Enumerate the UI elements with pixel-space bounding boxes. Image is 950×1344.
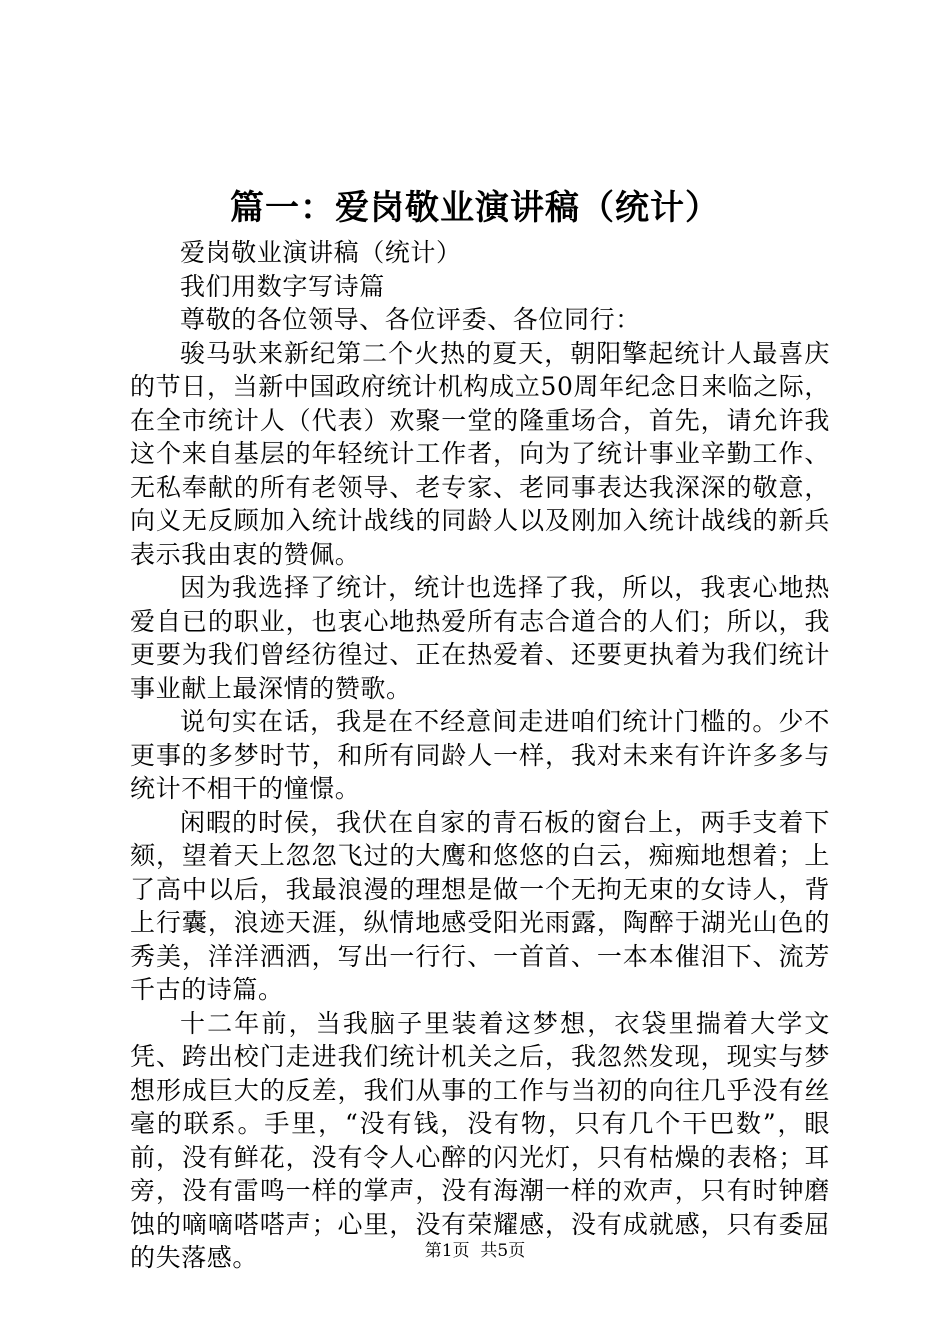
body-paragraph: 闲暇的时侯，我伏在自家的青石板的窗台上，两手支着下颏，望着天上忽忽飞过的大鹰和悠悠的白云，痴痴地想着；上了高中以后，我最浪漫的理想是做一个无拘无束的女诗人，背上行囊，浪迹天涯，纵情地感受阳光雨露，陶醉于湖光山色的秀美，洋洋洒洒，写出一行行、一首首、一本本催泪下、流芳千古的诗篇。 [130,807,830,1004]
body-paragraph: 骏马驮来新纪第二个火热的夏天，朝阳擎起统计人最喜庆的节日，当新中国政府统计机构成立50周年纪念日来临之际，在全市统计人（代表）欢聚一堂的隆重场合，首先，请允许我这个来自基层的年轻统计工作者，向为了统计事业辛勤工作、无私奉献的所有老领导、老专家、老同事表达我深深的敬意，向义无反顾加入统计战线的同龄人以及刚加入统计战线的新兵表示我由衷的赞佩。 [130,338,830,569]
subtitle-paragraph: 爱岗敬业演讲稿（统计） [180,238,462,267]
document-body [130,236,830,1275]
body-paragraph: 说句实在话，我是在不经意间走进咱们统计门槛的。少不更事的多梦时节，和所有同龄人一样，我对未来有许许多多与统计不相干的憧憬。 [130,707,830,803]
page-footer [0,1240,950,1262]
document-title: 篇一：爱岗敬业演讲稿（统计） [230,188,720,228]
page-total: 共5页 [480,1241,526,1261]
salutation-paragraph: 尊敬的各位领导、各位评委、各位同行： [180,305,641,334]
body-paragraph: 因为我选择了统计，统计也选择了我，所以，我衷心地热爱自已的职业，也衷心地热爱所有志合道合的人们；所以，我更要为我们曾经彷徨过、正在热爱着、还要更执着为我们统计事业献上最深情的赞歌。 [130,573,830,703]
body-paragraph: 十二年前，当我脑子里装着这梦想，衣袋里揣着大学文凭、跨出校门走进我们统计机关之后，我忽然发现，现实与梦想形成巨大的反差，我们从事的工作与当初的向往几乎没有丝毫的联系。手里，“没有钱，没有物，只有几个干巴数”，眼前，没有鲜花，没有令人心醉的闪光灯，只有枯燥的表格；耳旁，没有雷鸣一样的掌声，没有海潮一样的欢声，只有时钟磨蚀的嘀嘀嗒嗒声；心里，没有荣耀感，没有成就感，只有委屈的失落感。 [130,1008,830,1272]
speech-title-paragraph: 我们用数字写诗篇 [180,271,385,301]
page-number: 第1页 [424,1241,470,1261]
